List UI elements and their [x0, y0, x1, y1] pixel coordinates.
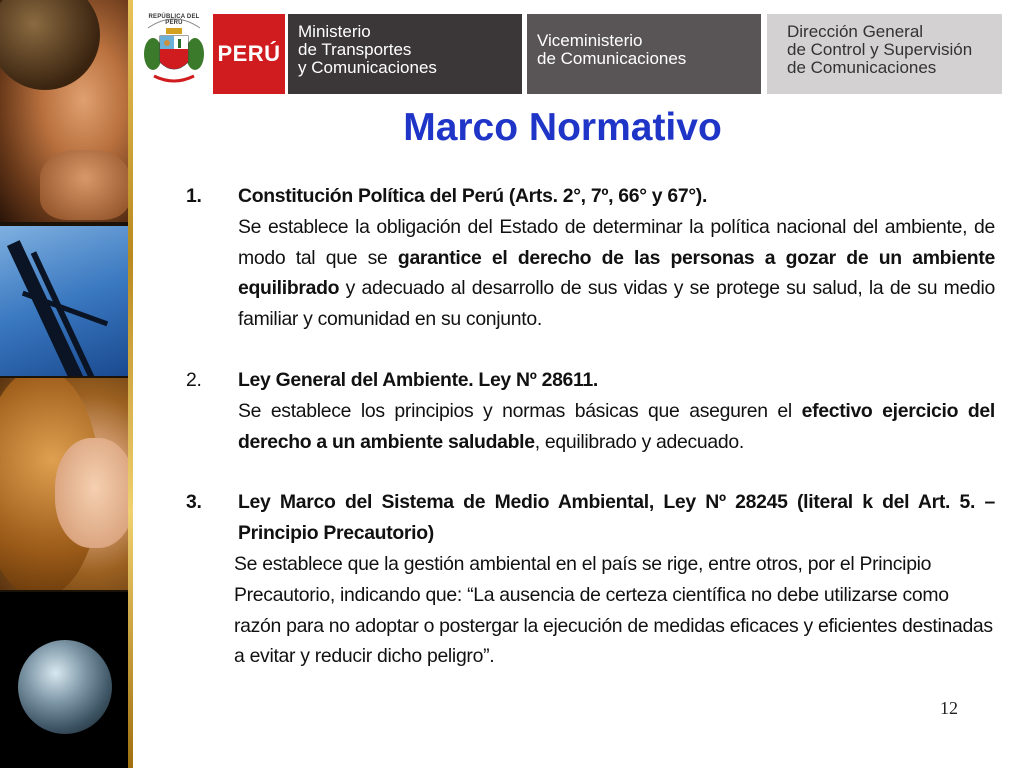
- gold-divider: [128, 0, 133, 768]
- item-description: Se establece los principios y normas básicas que aseguren el efectivo ejercicio del derecho a un ambiente saludable, equilibrado y adecuado.: [238, 399, 995, 453]
- earth-globe-photo: [0, 592, 128, 768]
- telecom-tower-photo: [0, 226, 128, 376]
- viceministry-logo-box: [527, 14, 761, 94]
- ministry-line-2: de Transportes: [298, 40, 412, 59]
- peru-logo: [213, 14, 285, 94]
- item-heading: Ley General del Ambiente. Ley Nº 28611.: [238, 368, 599, 391]
- coat-of-arms-text: REPÚBLICA DEL PERÚ: [148, 14, 200, 26]
- item-number: 3.: [186, 491, 202, 514]
- normative-list: [183, 181, 995, 672]
- item-heading: Constitución Política del Perú (Arts. 2°, 7º, 66° y 67°).: [238, 185, 708, 207]
- left-photo-strip: [0, 0, 133, 768]
- item-description: Se establece la obligación del Estado de determinar la política nacional del ambiente, de modo tal que se garantice el derecho de las personas a gozar de un ambiente equilibrado y adecuado al desarrollo de sus vidas y se protege su salud, la de su medio familiar y comunidad en su conjunto.: [238, 215, 995, 331]
- list-item: [183, 487, 995, 672]
- woman-on-phone-photo: [0, 378, 128, 590]
- direction-line-3: de Comunicaciones: [787, 58, 937, 77]
- man-thinking-photo: [0, 0, 128, 222]
- ministry-line-1: Ministerio: [298, 22, 371, 41]
- list-item: [183, 181, 995, 335]
- item-number: 2.: [186, 368, 202, 391]
- slide-title: Marco Normativo: [403, 106, 722, 149]
- item-heading: Ley Marco del Sistema de Medio Ambiental, Ley Nº 28245 (literal k del Art. 5. – Principio Precautorio): [238, 491, 995, 545]
- vice-line-1: Viceministerio: [537, 31, 643, 50]
- item-description-emphasis: efectivo ejercicio del derecho a un ambiente saludable: [238, 399, 995, 453]
- page-number: 12: [940, 698, 958, 718]
- ministry-logo-box: [288, 14, 522, 94]
- ministry-line-3: y Comunicaciones: [298, 58, 437, 77]
- vice-line-2: de Comunicaciones: [537, 49, 687, 68]
- peru-label: PERÚ: [217, 41, 281, 66]
- direction-line-1: Dirección General: [787, 22, 924, 41]
- header-logos: [140, 12, 1010, 94]
- direction-logo-box: [767, 14, 1002, 94]
- direction-line-2: de Control y Supervisión: [787, 40, 973, 59]
- item-number: 1.: [186, 185, 202, 207]
- item-description-emphasis: garantice el derecho de las personas a gozar de un ambiente equilibrado: [238, 246, 995, 300]
- item-description: Se establece que la gestión ambiental en el país se rige, entre otros, por el Principio Precautorio, indicando que: “La ausencia de certeza científica no debe utilizarse como razón para no adoptar o postergar la ejecución de medidas eficaces y eficientes destinadas a evitar y reducir dicho peligro”.: [234, 552, 993, 668]
- coat-of-arms-logo: [140, 14, 208, 90]
- list-item: [183, 365, 995, 457]
